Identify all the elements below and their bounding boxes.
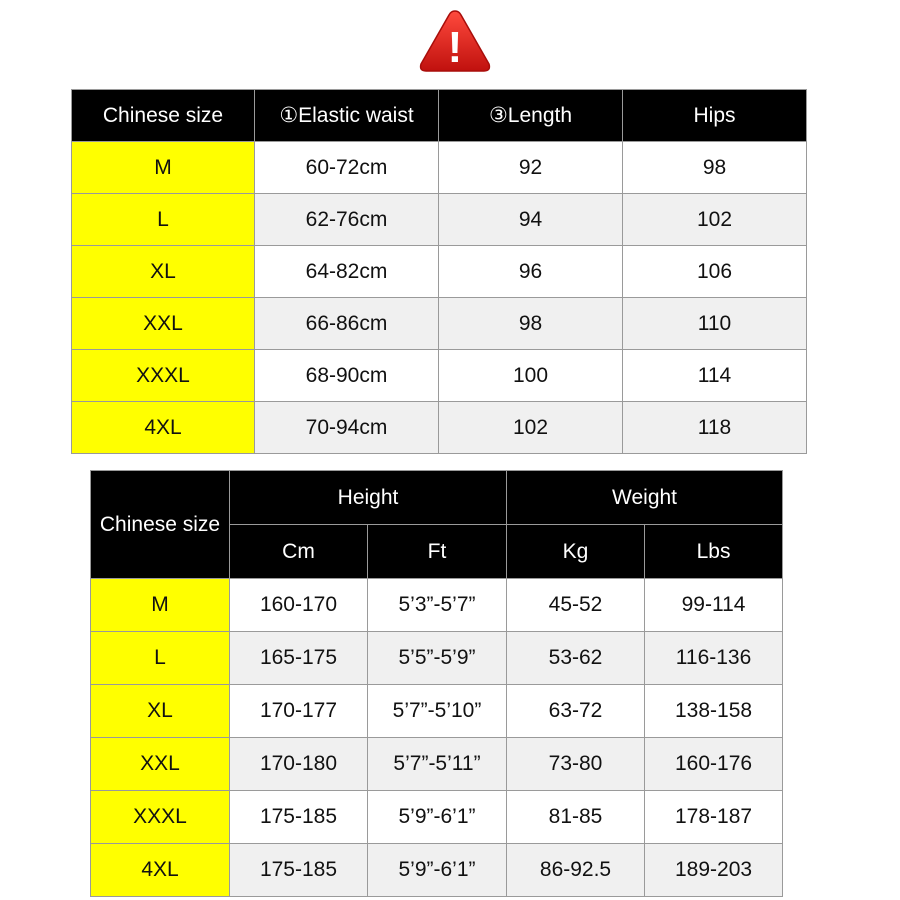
header-hips: Hips [623, 90, 807, 142]
hips-cell: 98 [623, 142, 807, 194]
subheader-cm: Cm [230, 525, 368, 579]
size-cell: 4XL [91, 844, 230, 897]
waist-cell: 60-72cm [255, 142, 439, 194]
size-cell: XL [72, 246, 255, 298]
header-elastic-waist: ①Elastic waist [255, 90, 439, 142]
header-chinese-size: Chinese size [91, 471, 230, 579]
height-ft-cell: 5’9”-6’1” [368, 791, 507, 844]
table-row [72, 142, 807, 194]
size-table-header-row [72, 90, 807, 142]
length-cell: 102 [439, 402, 623, 454]
height-cm-cell: 170-180 [230, 738, 368, 791]
hips-cell: 106 [623, 246, 807, 298]
size-cell: M [91, 579, 230, 632]
height-ft-cell: 5’9”-6’1” [368, 844, 507, 897]
weight-kg-cell: 73-80 [507, 738, 645, 791]
size-cell: 4XL [72, 402, 255, 454]
warning-exclamation: ! [447, 23, 463, 72]
table-row [91, 685, 783, 738]
warning-triangle-icon [418, 8, 492, 74]
height-ft-cell: 5’5”-5’9” [368, 632, 507, 685]
weight-lbs-cell: 178-187 [645, 791, 783, 844]
length-cell: 98 [439, 298, 623, 350]
size-measurement-table [71, 89, 807, 454]
table-row [72, 194, 807, 246]
size-cell: M [72, 142, 255, 194]
waist-cell: 62-76cm [255, 194, 439, 246]
hips-cell: 114 [623, 350, 807, 402]
table-row [72, 402, 807, 454]
table-row [72, 246, 807, 298]
size-cell: XXXL [91, 791, 230, 844]
hips-cell: 118 [623, 402, 807, 454]
table-row [91, 738, 783, 791]
weight-kg-cell: 45-52 [507, 579, 645, 632]
weight-kg-cell: 63-72 [507, 685, 645, 738]
waist-cell: 68-90cm [255, 350, 439, 402]
size-cell: XXL [91, 738, 230, 791]
table-row [91, 844, 783, 897]
subheader-ft: Ft [368, 525, 507, 579]
waist-cell: 64-82cm [255, 246, 439, 298]
height-ft-cell: 5’7”-5’11” [368, 738, 507, 791]
header-chinese-size: Chinese size [72, 90, 255, 142]
height-weight-table [90, 470, 783, 897]
size-cell: XXL [72, 298, 255, 350]
size-cell: XXXL [72, 350, 255, 402]
weight-kg-cell: 81-85 [507, 791, 645, 844]
waist-cell: 66-86cm [255, 298, 439, 350]
fit-table-header-row [91, 471, 783, 525]
header-weight: Weight [507, 471, 783, 525]
table-row [72, 350, 807, 402]
weight-lbs-cell: 99-114 [645, 579, 783, 632]
height-ft-cell: 5’7”-5’10” [368, 685, 507, 738]
table-row [72, 298, 807, 350]
header-length: ③Length [439, 90, 623, 142]
table-row [91, 791, 783, 844]
height-cm-cell: 160-170 [230, 579, 368, 632]
length-cell: 92 [439, 142, 623, 194]
height-ft-cell: 5’3”-5’7” [368, 579, 507, 632]
weight-lbs-cell: 160-176 [645, 738, 783, 791]
hips-cell: 110 [623, 298, 807, 350]
size-cell: L [72, 194, 255, 246]
subheader-kg: Kg [507, 525, 645, 579]
subheader-lbs: Lbs [645, 525, 783, 579]
table-row [91, 632, 783, 685]
height-cm-cell: 165-175 [230, 632, 368, 685]
weight-lbs-cell: 116-136 [645, 632, 783, 685]
weight-lbs-cell: 138-158 [645, 685, 783, 738]
weight-kg-cell: 53-62 [507, 632, 645, 685]
height-cm-cell: 175-185 [230, 844, 368, 897]
weight-kg-cell: 86-92.5 [507, 844, 645, 897]
length-cell: 94 [439, 194, 623, 246]
weight-lbs-cell: 189-203 [645, 844, 783, 897]
table-row [91, 579, 783, 632]
hips-cell: 102 [623, 194, 807, 246]
size-cell: XL [91, 685, 230, 738]
height-cm-cell: 175-185 [230, 791, 368, 844]
header-height: Height [230, 471, 507, 525]
waist-cell: 70-94cm [255, 402, 439, 454]
size-cell: L [91, 632, 230, 685]
length-cell: 96 [439, 246, 623, 298]
height-cm-cell: 170-177 [230, 685, 368, 738]
length-cell: 100 [439, 350, 623, 402]
